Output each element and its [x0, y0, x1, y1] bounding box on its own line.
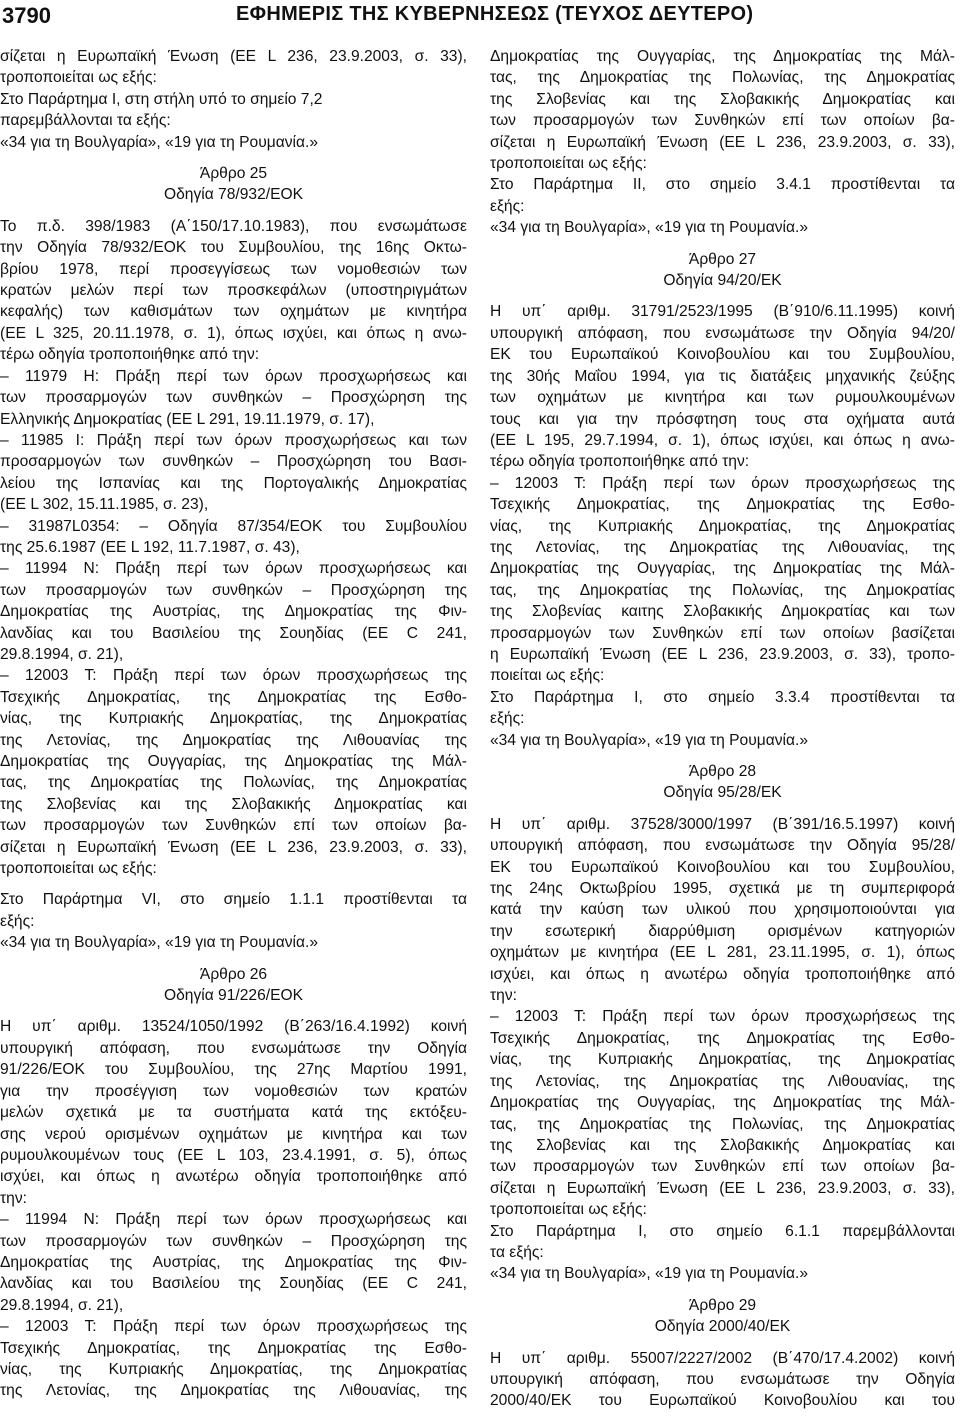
text-line: της Σλοβενίας και της Σλοβακικής Δημοκρατίας και: [0, 795, 467, 813]
text-line: της 25.6.1987 (ΕΕ L 192, 11.7.1987, σ. 43),: [0, 538, 300, 556]
text-line: (ΕΕ L 325, 20.11.1978, σ. 1), όπως ισχύει, και όπως η ανω-: [0, 324, 467, 342]
text-line: σίζεται η Ευρωπαϊκή Ένωση (ΕΕ L 236, 23.9.2003, σ. 33),: [490, 1179, 955, 1197]
text-line: της Σλοβενίας και της Σλοβακικής Δημοκρατίας και: [490, 90, 955, 108]
text-line: της Σλοβενίας καιτης Σλοβακικής Δημοκρατίας και των: [490, 603, 955, 621]
text-line: (ΕΕ L 195, 29.7.1994, σ. 1), όπως ισχύει, και όπως η ανω-: [490, 431, 955, 449]
text-line: 29.8.1994, σ. 21),: [0, 1296, 124, 1314]
text-line: τας, της Δημοκρατίας της Πολωνίας, της Δημοκρατίας: [490, 1115, 955, 1133]
text-line: την:: [0, 1189, 27, 1207]
article-heading-line: Άρθρο 29: [688, 1296, 757, 1314]
text-line: υπουργική απόφαση, που ενσωμάτωσε την Οδηγία 95/28/: [490, 837, 955, 855]
right-column: [490, 46, 955, 1412]
text-line: Δημοκρατίας της Ουγγαρίας, της Δημοκρατίας της Μάλ-: [490, 560, 955, 578]
text-line: Τσεχικής Δημοκρατίας, της Δημοκρατίας της Εσθο-: [490, 1029, 955, 1047]
text-line: τας, της Δημοκρατίας της Πολωνίας, της Δημοκρατίας: [0, 774, 467, 792]
text-line: των προσαρμογών των συνθηκών – Προσχώρηση της: [0, 1232, 467, 1250]
text-line: Στο Παράρτημα Ι, στο σημείο 3.3.4 προστίθενται τα: [490, 688, 955, 706]
text-line: «34 για τη Βουλγαρία», «19 για τη Ρουμανία.»: [490, 219, 809, 237]
text-line: – 12003 T: Πράξη περί των όρων προσχωρήσεως της: [490, 474, 955, 492]
text-line: της Λετονίας, της Δημοκρατίας της Λιθουανίας, της: [490, 1072, 955, 1090]
text-line: των προσαρμογών των Συνθηκών επί των οποίων βα-: [490, 1158, 955, 1176]
text-line: των προσαρμογών των Συνθηκών επί των οποίων βα-: [0, 817, 467, 835]
text-line: της 24ης Οκτωβρίου 1995, σχετικά με τη συμπεριφορά: [490, 880, 955, 898]
text-line: νίας, της Κυπριακής Δημοκρατίας, της Δημοκρατίας: [490, 517, 955, 535]
text-line: τας, της Δημοκρατίας της Πολωνίας, της Δημοκρατίας: [490, 69, 955, 87]
text-line: Στο Παράρτημα Ι, στο σημείο 6.1.1 παρεμβάλλονται: [490, 1222, 955, 1240]
text-line: παρεμβάλλονται τα εξής:: [0, 112, 171, 130]
text-line: νίας, της Κυπριακής Δημοκρατίας, της Δημοκρατίας: [0, 710, 467, 728]
article-heading-line: Άρθρο 27: [688, 250, 757, 268]
text-line: τροποποιείται ως εξής:: [490, 1201, 647, 1219]
text-line: – 11994 N: Πράξη περί των όρων προσχωρήσεως και: [0, 1211, 467, 1229]
text-line: Δημοκρατίας της Ουγγαρίας, της Δημοκρατίας της Μάλ-: [490, 1094, 955, 1112]
text-line: Στο Παράρτημα Ι, στη στήλη υπό το σημείο 7,2: [0, 90, 323, 108]
text-line: Τσεχικής Δημοκρατίας, της Δημοκρατίας της Εσθο-: [0, 1339, 467, 1357]
text-line: τροποποιείται ως εξής:: [0, 860, 157, 878]
text-line: των οχημάτων με κινητήρα και των ρυμουλκουμένων: [490, 389, 955, 407]
text-line: η Ευρωπαϊκή Ένωση (ΕΕ L 236, 23.9.2003, σ. 33), τροπο-: [490, 645, 955, 663]
text-line: – 11979 H: Πράξη περί των όρων προσχωρήσεως και: [0, 367, 467, 385]
text-line: 29.8.1994, σ. 21),: [0, 645, 124, 663]
text-line: Η υπ΄ αριθμ. 13524/1050/1992 (Β΄263/16.4.1992) κοινή: [0, 1018, 467, 1036]
text-line: Η υπ΄ αριθμ. 37528/3000/1997 (Β΄391/16.5.1997) κοινή: [490, 815, 955, 833]
text-line: την:: [490, 987, 517, 1005]
text-line: Στο Παράρτημα ΙΙ, στο σημείο 3.4.1 προστίθενται τα: [490, 176, 955, 194]
left-column: [0, 46, 467, 1402]
text-line: λανδίας και του Βασιλείου της Σουηδίας (ΕΕ C 241,: [0, 1275, 467, 1293]
text-line: «34 για τη Βουλγαρία», «19 για τη Ρουμανία.»: [490, 731, 809, 749]
article-heading-line: Άρθρο 28: [688, 763, 757, 780]
text-line: Δημοκρατίας της Ουγγαρίας, της Δημοκρατίας της Μάλ-: [0, 753, 467, 770]
text-line: νίας, της Κυπριακής Δημοκρατίας, της Δημοκρατίας: [0, 1360, 467, 1378]
text-line: μελών σχετικά με τα συστήματα κατά της εκτόξευ-: [0, 1104, 467, 1122]
text-line: λανδίας και του Βασιλείου της Σουηδίας (ΕΕ C 241,: [0, 624, 467, 642]
text-line: της Λετονίας, της Δημοκρατίας της Λιθουανίας, της: [490, 538, 955, 556]
text-line: εξής:: [0, 912, 35, 930]
text-line: σίζεται η Ευρωπαϊκή Ένωση (ΕΕ L 236, 23.9.2003, σ. 33),: [0, 838, 467, 856]
text-line: τας, της Δημοκρατίας της Πολωνίας, της Δημοκρατίας: [490, 581, 955, 599]
text-line: τέρω οδηγία τροποποιήθηκε από την:: [0, 346, 260, 364]
text-line: οχημάτων με κινητήρα (ΕΕ L 281, 23.11.1995, σ. 1), όπως: [490, 944, 955, 962]
text-line: Ελληνικής Δημοκρατίας (ΕΕ L 291, 19.11.1979, σ. 17),: [0, 410, 375, 428]
text-line: τους και για την πρόσφτηση τους στα οχήματα αυτά: [490, 410, 955, 428]
text-line: των προσαρμογών των Συνθηκών επί των οποίων βα-: [490, 112, 955, 130]
article-heading-line: Οδηγία 2000/40/ΕΚ: [654, 1318, 791, 1336]
page-number: 3790: [2, 3, 51, 28]
article-heading-line: Οδηγία 78/932/ΕΟΚ: [163, 186, 304, 204]
article-heading-line: Άρθρο 26: [199, 965, 268, 983]
text-line: κρατών μελών περί των προσκεφάλων (υποστηριγμάτων: [0, 282, 467, 300]
text-line: «34 για τη Βουλγαρία», «19 για τη Ρουμανία.»: [0, 934, 319, 952]
text-line: ΕΚ του Ευρωπαϊκού Κοινοβουλίου και του Συμβουλίου,: [490, 346, 955, 364]
text-line: λείου της Ισπανίας και της Πορτογαλικής Δημοκρατίας: [0, 474, 467, 492]
text-line: νίας, της Κυπριακής Δημοκρατίας, της Δημοκρατίας: [490, 1051, 955, 1069]
text-line: την εσωτερική διαρρύθμιση ορισμένων κατηγοριών: [490, 922, 955, 940]
text-line: «34 για τη Βουλγαρία», «19 για τη Ρουμανία.»: [490, 1265, 809, 1283]
text-line: κατά την καύση των υλικού που χρησιμοποιούνται για: [490, 901, 955, 919]
text-line: Τσεχικής Δημοκρατίας, της Δημοκρατίας της Εσθο-: [490, 496, 955, 514]
text-line: «34 για τη Βουλγαρία», «19 για τη Ρουμανία.»: [0, 133, 319, 151]
text-line: προσαρμογών των Συνθηκών επί των οποίων βασίζεται: [490, 624, 955, 642]
text-line: εξής:: [490, 197, 525, 215]
text-line: Δημοκρατίας της Αυστρίας, της Δημοκρατίας της Φιν-: [0, 603, 467, 621]
text-line: της Σλοβενίας και της Σλοβακικής Δημοκρατίας και: [490, 1136, 955, 1154]
text-line: Στο Παράρτημα VI, στο σημείο 1.1.1 προστίθενται τα: [0, 891, 467, 909]
text-line: υπουργική απόφαση, που ενσωμάτωσε την Οδηγία: [0, 1039, 467, 1057]
text-line: τροποποιείται ως εξής:: [490, 155, 647, 173]
text-line: σης νερού ορισμένων οχημάτων με κινητήρα και των: [0, 1125, 467, 1143]
text-line: ισχύει, και όπως η ανωτέρω οδηγία τροποποιήθηκε από: [490, 965, 955, 983]
text-line: υπουργική απόφαση, που ενσωμάτωσε την Οδηγία 94/20/: [490, 324, 955, 342]
text-line: σίζεται η Ευρωπαϊκή Ένωση (ΕΕ L 236, 23.9.2003, σ. 33),: [490, 133, 955, 151]
text-line: για την προσέγγιση των νομοθεσιών των κρατών: [0, 1082, 467, 1100]
text-line: τέρω οδηγία τροποποιήθηκε από την:: [490, 453, 750, 471]
text-line: ποιείται ως εξής:: [490, 667, 605, 685]
text-line: προσαρμογών των συνθηκών – Προσχώρηση του Βασι-: [0, 453, 467, 471]
article-heading-line: Οδηγία 91/226/ΕΟΚ: [163, 987, 304, 1005]
text-line: – 31987L0354: – Οδηγία 87/354/ΕΟΚ του Συμβουλίου: [0, 517, 467, 535]
text-line: εξής:: [490, 710, 525, 728]
text-line: Δημοκρατίας της Ουγγαρίας, της Δημοκρατίας της Μάλ-: [490, 48, 955, 65]
text-line: της 30ής Μαΐου 1994, για τις διατάξεις μηχανικής ζεύξης: [490, 367, 955, 385]
text-line: – 11985 I: Πράξη περί των όρων προσχωρήσεως και των: [0, 431, 467, 449]
text-line: σίζεται η Ευρωπαϊκή Ένωση (ΕΕ L 236, 23.9.2003, σ. 33),: [0, 48, 467, 65]
text-line: τροποποιείται ως εξής:: [0, 69, 157, 87]
text-line: Το π.δ. 398/1983 (Α΄150/17.10.1983), που ενσωμάτωσε: [0, 217, 467, 235]
text-line: – 12003 T: Πράξη περί των όρων προσχωρήσεως της: [490, 1008, 955, 1026]
article-heading-line: Οδηγία 94/20/ΕΚ: [663, 272, 782, 290]
article-heading-line: Οδηγία 95/28/ΕΚ: [663, 784, 782, 802]
text-line: – 11994 N: Πράξη περί των όρων προσχωρήσεως και: [0, 560, 467, 578]
text-line: βρίου 1978, περί προσεγγίσεως των νομοθεσιών των: [0, 260, 467, 278]
text-line: την Οδηγία 78/932/ΕΟΚ του Συμβουλίου, της 16ης Οκτω-: [0, 239, 467, 257]
text-line: – 12003 T: Πράξη περί των όρων προσχωρήσεως της: [0, 1318, 467, 1336]
text-line: της Λετονίας, της Δημοκρατίας της Λιθουανίας της: [0, 731, 467, 749]
text-line: – 12003 T: Πράξη περί των όρων προσχωρήσεως της: [0, 667, 467, 685]
text-line: Τσεχικής Δημοκρατίας, της Δημοκρατίας της Εσθο-: [0, 688, 467, 706]
text-line: Δημοκρατίας της Αυστρίας, της Δημοκρατίας της Φιν-: [0, 1253, 467, 1271]
text-line: υπουργική απόφαση, που ενσωμάτωσε την Οδηγία: [490, 1370, 955, 1388]
text-line: 2000/40/ΕΚ του Ευρωπαϊκού Κοινοβουλίου και του: [490, 1392, 955, 1410]
text-line: της Λετονίας, της Δημοκρατίας της Λιθουανίας, της: [0, 1382, 467, 1400]
text-line: Η υπ΄ αριθμ. 55007/2227/2002 (Β΄470/17.4.2002) κοινή: [490, 1349, 955, 1367]
text-line: ισχύει, και όπως η ανωτέρω οδηγία τροποποιήθηκε από: [0, 1168, 467, 1186]
text-line: Η υπ΄ αριθμ. 31791/2523/1995 (Β΄910/6.11.1995) κοινή: [490, 303, 955, 321]
text-line: 91/226/ΕΟΚ του Συμβουλίου, της 27ης Μαρτίου 1991,: [0, 1061, 467, 1079]
text-line: ρυμουλκουμένων τους (ΕΕ L 103, 23.4.1991, σ. 5), όπως: [0, 1146, 467, 1164]
article-heading-line: Άρθρο 25: [199, 165, 268, 183]
text-line: των προσαρμογών των συνθηκών – Προσχώρηση της: [0, 389, 467, 407]
page-header: [0, 0, 960, 40]
text-line: τα εξής:: [490, 1243, 544, 1261]
text-line: (ΕΕ L 302, 15.11.1985, σ. 23),: [0, 496, 209, 514]
text-line: κεφαλής) των καθισμάτων των οχημάτων με κινητήρα: [0, 303, 467, 321]
text-line: των προσαρμογών των συνθηκών – Προσχώρηση της: [0, 581, 467, 599]
journal-title: ΕΦΗΜΕΡΙΣ ΤΗΣ ΚΥΒΕΡΝΗΣΕΩΣ (ΤΕΥΧΟΣ ΔΕΥΤΕΡΟ): [236, 3, 754, 25]
text-line: ΕΚ του Ευρωπαϊκού Κοινοβουλίου και του Συμβουλίου,: [490, 858, 955, 876]
